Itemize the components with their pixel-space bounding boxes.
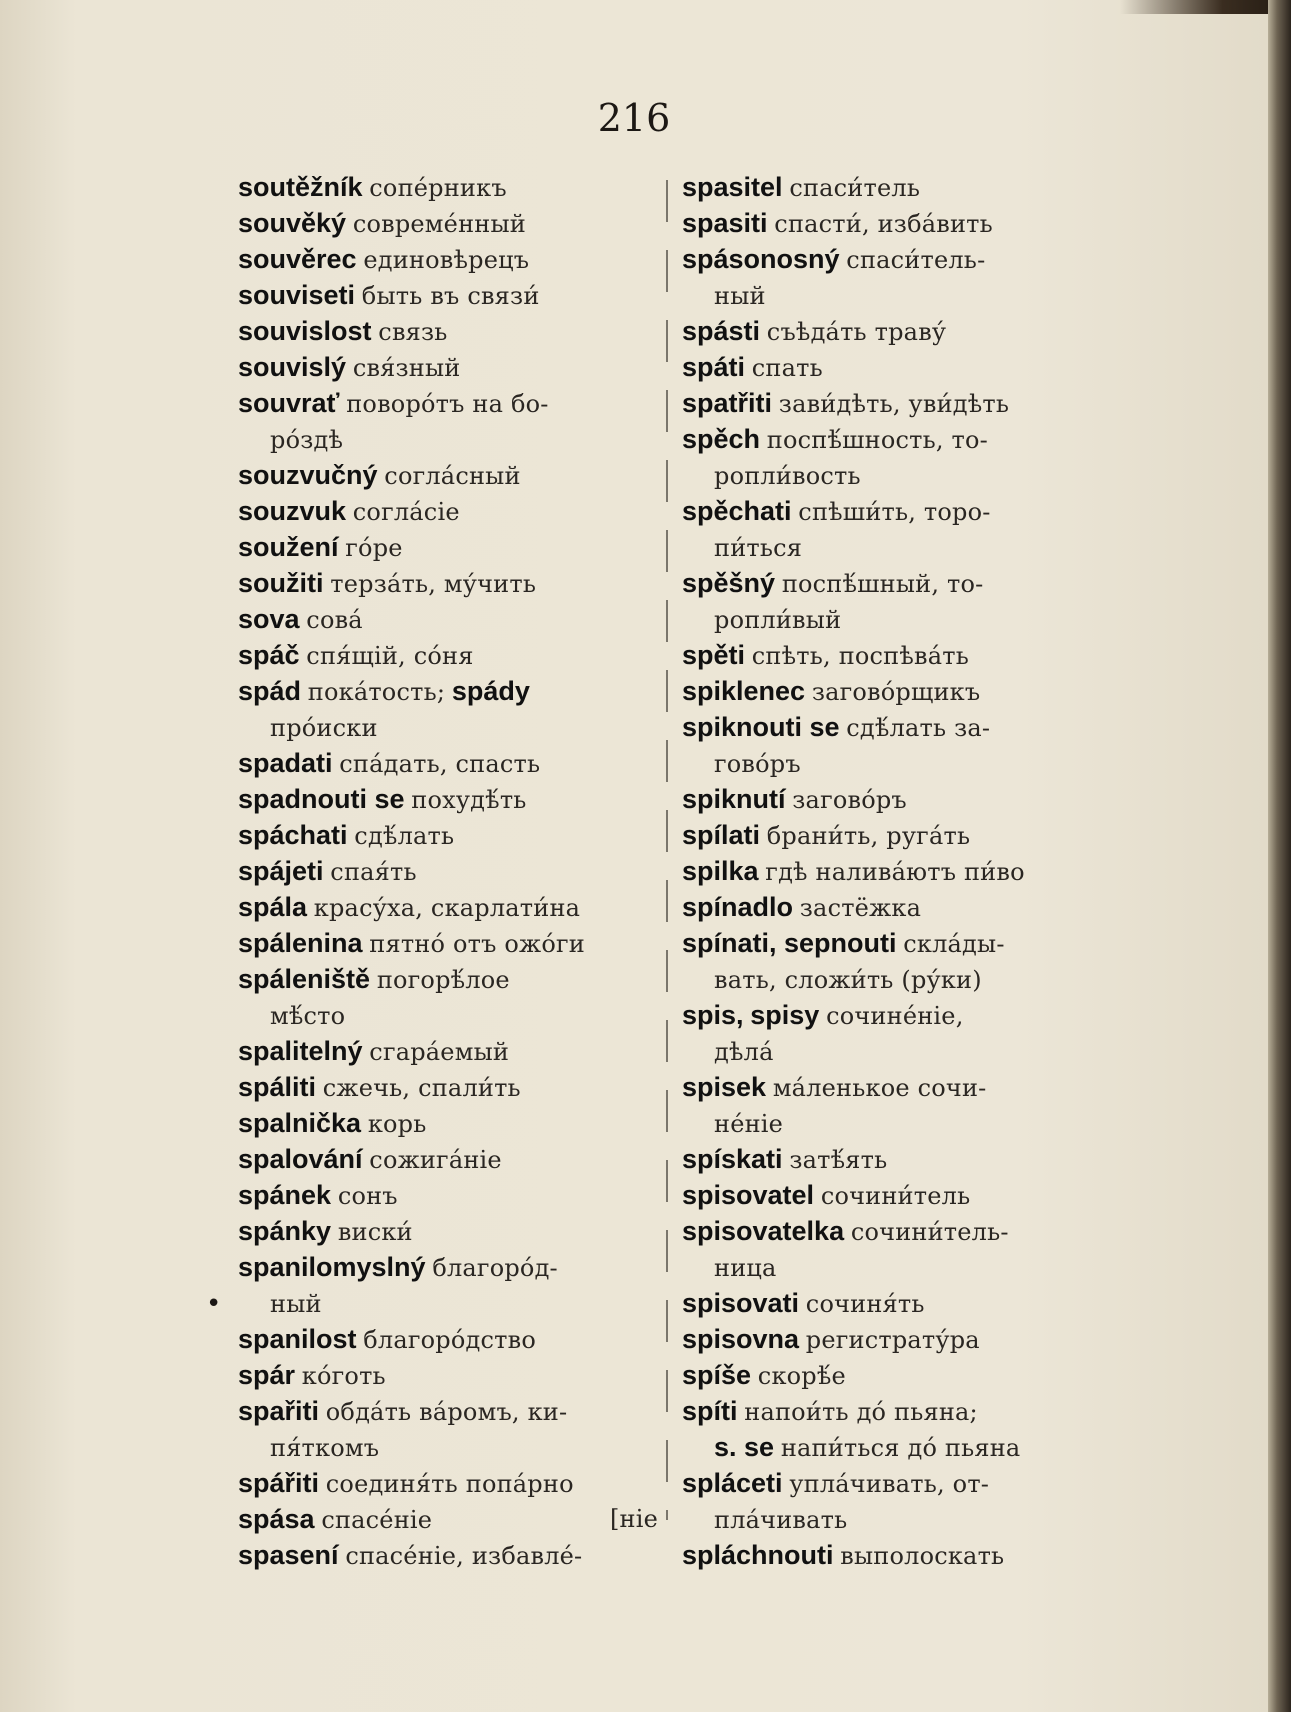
headword: souvislý bbox=[238, 352, 347, 382]
entry-continuation bbox=[682, 1430, 1102, 1466]
headword: spálenina bbox=[238, 928, 363, 958]
translation: сочине́ніе, bbox=[826, 1002, 964, 1030]
translation: погорѣ́лое bbox=[376, 966, 510, 994]
dictionary-entry bbox=[238, 1322, 658, 1358]
headword: spáleniště bbox=[238, 964, 371, 994]
line-tail: [ніе bbox=[609, 1505, 658, 1533]
translation: выполоскать bbox=[840, 1542, 1005, 1570]
dictionary-entry bbox=[682, 710, 1102, 782]
headword: spásti bbox=[682, 316, 761, 346]
headword: spínati, sepnouti bbox=[682, 928, 897, 958]
dictionary-entry bbox=[238, 386, 658, 458]
entry-continuation bbox=[682, 1250, 1102, 1286]
dictionary-entry bbox=[238, 278, 658, 314]
dictionary-entry bbox=[238, 926, 658, 962]
headword: spalování bbox=[238, 1144, 363, 1174]
headword: spis, bbox=[682, 1000, 744, 1030]
translation: затѣ́ять bbox=[789, 1146, 888, 1174]
dictionary-entry bbox=[682, 1358, 1102, 1394]
headword: spasiti bbox=[682, 208, 768, 238]
translation: совреме́нный bbox=[352, 210, 526, 238]
translation: благоро́дство bbox=[363, 1326, 536, 1354]
translation: скла́ды- bbox=[903, 930, 1005, 958]
translation: согла́сный bbox=[384, 462, 521, 490]
headword: spár bbox=[238, 1360, 296, 1390]
translation: единовѣрецъ bbox=[363, 246, 530, 274]
translation-continued: не́ніе bbox=[714, 1110, 784, 1138]
translation: спа́дать, спасть bbox=[339, 750, 541, 778]
headword: souvrať bbox=[238, 388, 340, 418]
sub-headword: s. se bbox=[714, 1432, 775, 1462]
headword: spláchnouti bbox=[682, 1540, 834, 1570]
entry-continuation bbox=[682, 278, 1102, 314]
translation: виски́ bbox=[337, 1218, 413, 1246]
translation: гдѣ налива́ютъ пи́во bbox=[765, 858, 1025, 886]
dictionary-entry bbox=[238, 1466, 658, 1502]
headword: spěti bbox=[682, 640, 746, 670]
headword: spása bbox=[238, 1504, 315, 1534]
dictionary-entry bbox=[238, 962, 658, 1034]
headword: soužiti bbox=[238, 568, 324, 598]
translation: сдѣ́лать за- bbox=[846, 714, 991, 742]
dictionary-entry bbox=[682, 314, 1102, 350]
dictionary-entry bbox=[238, 350, 658, 386]
dictionary-entry bbox=[682, 638, 1102, 674]
translation-continued: ропли́вый bbox=[714, 606, 842, 634]
headword: spílati bbox=[682, 820, 761, 850]
translation-continued: мѣ́сто bbox=[270, 1002, 346, 1030]
dictionary-entry bbox=[682, 206, 1102, 242]
headword: spíše bbox=[682, 1360, 752, 1390]
dictionary-entry bbox=[238, 674, 658, 746]
headword: spisek bbox=[682, 1072, 767, 1102]
headword: spěšný bbox=[682, 568, 776, 598]
translation: сочини́тель- bbox=[850, 1218, 1009, 1246]
headword: spanilomyslný bbox=[238, 1252, 426, 1282]
headword: spáchati bbox=[238, 820, 348, 850]
page-number: 216 bbox=[597, 96, 671, 140]
dictionary-entry bbox=[238, 1394, 658, 1466]
headword-variant: spády bbox=[451, 676, 530, 706]
headword: spatřiti bbox=[682, 388, 773, 418]
headword: spíti bbox=[682, 1396, 738, 1426]
translation: быть въ связи́ bbox=[361, 282, 540, 310]
headword: spád bbox=[238, 676, 302, 706]
dictionary-entry bbox=[682, 1466, 1102, 1538]
dictionary-entry bbox=[238, 1358, 658, 1394]
headword: spářiti bbox=[238, 1468, 320, 1498]
translation: спаси́тель bbox=[789, 174, 921, 202]
translation: пятно́ отъ ожо́ги bbox=[369, 930, 585, 958]
headword: souzvučný bbox=[238, 460, 378, 490]
headword: spadati bbox=[238, 748, 333, 778]
dictionary-entry bbox=[682, 1142, 1102, 1178]
dictionary-entry bbox=[238, 746, 658, 782]
translation: сгара́емый bbox=[369, 1038, 510, 1066]
headword: spáti bbox=[682, 352, 746, 382]
dictionary-entry bbox=[682, 422, 1102, 494]
entry-continuation bbox=[682, 746, 1102, 782]
headword: spalitelný bbox=[238, 1036, 363, 1066]
entry-continuation bbox=[238, 998, 658, 1034]
dictionary-entry bbox=[682, 782, 1102, 818]
dictionary-entry bbox=[238, 890, 658, 926]
translation: спасе́ніе, избавле́- bbox=[345, 1542, 583, 1570]
entry-continuation bbox=[238, 422, 658, 458]
translation: сочини́тель bbox=[820, 1182, 971, 1210]
dictionary-entry bbox=[682, 1538, 1102, 1574]
translation: терза́ть, му́чить bbox=[330, 570, 537, 598]
dictionary-entry bbox=[238, 638, 658, 674]
headword: souvěký bbox=[238, 208, 347, 238]
translation: загово́ръ bbox=[792, 786, 907, 814]
dictionary-entry bbox=[238, 530, 658, 566]
translation-continued: напи́ться до́ пьяна bbox=[780, 1434, 1021, 1462]
translation: спѣть, поспѣва́ть bbox=[751, 642, 970, 670]
column-divider bbox=[666, 180, 668, 1520]
book-spine-edge bbox=[1268, 0, 1291, 1712]
dictionary-entry bbox=[238, 494, 658, 530]
headword: soužení bbox=[238, 532, 339, 562]
entry-continuation bbox=[682, 1106, 1102, 1142]
dictionary-entry bbox=[238, 818, 658, 854]
headword: spisovatelka bbox=[682, 1216, 845, 1246]
headword: spisovati bbox=[682, 1288, 800, 1318]
translation-continued: ро́здѣ bbox=[270, 426, 344, 454]
headword: spasitel bbox=[682, 172, 783, 202]
translation: съѣда́ть траву́ bbox=[766, 318, 947, 346]
headword: souzvuk bbox=[238, 496, 347, 526]
translation-continued: про́иски bbox=[270, 714, 378, 742]
translation: ма́ленькое сочи- bbox=[772, 1074, 987, 1102]
entry-continuation bbox=[682, 602, 1102, 638]
headword: spáliti bbox=[238, 1072, 317, 1102]
translation: спѣши́ть, торо- bbox=[798, 498, 991, 526]
translation: благоро́д- bbox=[432, 1254, 558, 1282]
dictionary-entry bbox=[682, 674, 1102, 710]
headword: spánky bbox=[238, 1216, 332, 1246]
translation: корь bbox=[367, 1110, 427, 1138]
dictionary-entry bbox=[682, 386, 1102, 422]
dictionary-entry bbox=[682, 890, 1102, 926]
dictionary-entry bbox=[682, 854, 1102, 890]
translation: сочиня́ть bbox=[805, 1290, 925, 1318]
dictionary-entry bbox=[238, 458, 658, 494]
dictionary-entry bbox=[682, 998, 1102, 1070]
translation: соединя́ть попа́рно bbox=[325, 1470, 574, 1498]
dictionary-entry bbox=[238, 1538, 658, 1574]
translation-continued: пя́ткомъ bbox=[270, 1434, 380, 1462]
left-column bbox=[238, 170, 658, 1574]
dictionary-entry bbox=[682, 1322, 1102, 1358]
entry-continuation bbox=[682, 962, 1102, 998]
margin-bullet-mark: • bbox=[206, 1289, 222, 1319]
translation: пока́тость; bbox=[307, 678, 446, 706]
translation: спая́ть bbox=[330, 858, 417, 886]
headword: spála bbox=[238, 892, 308, 922]
headword: souvislost bbox=[238, 316, 372, 346]
headword: souvěrec bbox=[238, 244, 357, 274]
right-column bbox=[682, 170, 1102, 1574]
headword-variant: spisy bbox=[750, 1000, 820, 1030]
translation: го́ре bbox=[345, 534, 403, 562]
dictionary-entry bbox=[238, 854, 658, 890]
translation: свя́зный bbox=[352, 354, 461, 382]
translation: напои́ть до́ пьяна; bbox=[744, 1398, 978, 1426]
translation: брани́ть, руга́ть bbox=[766, 822, 971, 850]
dictionary-entry bbox=[238, 1502, 658, 1538]
headword: spiknouti se bbox=[682, 712, 840, 742]
translation: поспѣ́шный, то- bbox=[781, 570, 984, 598]
translation-continued: ный bbox=[270, 1290, 322, 1318]
dictionary-entry bbox=[238, 242, 658, 278]
headword: spánek bbox=[238, 1180, 332, 1210]
translation: ко́готь bbox=[301, 1362, 386, 1390]
headword: spařiti bbox=[238, 1396, 320, 1426]
translation: поспѣ́шность, то- bbox=[766, 426, 988, 454]
translation: застёжка bbox=[799, 894, 922, 922]
dictionary-entry bbox=[238, 1214, 658, 1250]
dictionary-entry bbox=[682, 566, 1102, 638]
dictionary-entry bbox=[238, 782, 658, 818]
entry-continuation bbox=[682, 530, 1102, 566]
dictionary-entry bbox=[682, 1214, 1102, 1286]
translation: загово́рщикъ bbox=[811, 678, 981, 706]
translation: связь bbox=[378, 318, 448, 346]
translation-continued: гово́ръ bbox=[714, 750, 801, 778]
translation: согла́сіе bbox=[352, 498, 460, 526]
headword: spájeti bbox=[238, 856, 324, 886]
translation: сжечь, спали́ть bbox=[322, 1074, 521, 1102]
dictionary-entry bbox=[238, 1106, 658, 1142]
translation-continued: вать, сложи́ть (ру́ки) bbox=[714, 966, 982, 994]
translation: спаси́тель- bbox=[846, 246, 986, 274]
dictionary-entry bbox=[682, 1178, 1102, 1214]
headword: spěchati bbox=[682, 496, 792, 526]
headword: spisovatel bbox=[682, 1180, 815, 1210]
translation: красу́ха, скарлати́на bbox=[313, 894, 581, 922]
headword: spínadlo bbox=[682, 892, 794, 922]
headword: spalnička bbox=[238, 1108, 362, 1138]
dictionary-entry bbox=[238, 206, 658, 242]
dictionary-entry bbox=[238, 170, 658, 206]
headword: spanilost bbox=[238, 1324, 357, 1354]
headword: spáč bbox=[238, 640, 300, 670]
entry-continuation bbox=[682, 1502, 1102, 1538]
translation: спать bbox=[751, 354, 823, 382]
translation: регистрату́ра bbox=[805, 1326, 980, 1354]
translation-continued: ропли́вость bbox=[714, 462, 861, 490]
translation: обда́ть ва́ромъ, ки- bbox=[325, 1398, 568, 1426]
entry-continuation bbox=[238, 710, 658, 746]
dictionary-entry bbox=[682, 1394, 1102, 1466]
translation: спасе́ніе bbox=[321, 1506, 433, 1534]
headword: spláceti bbox=[682, 1468, 783, 1498]
dictionary-entry bbox=[238, 1034, 658, 1070]
headword: spilka bbox=[682, 856, 759, 886]
translation-continued: ница bbox=[714, 1254, 777, 1282]
entry-continuation bbox=[682, 458, 1102, 494]
translation: зави́дѣть, уви́дѣть bbox=[778, 390, 1010, 418]
translation-continued: дѣла́ bbox=[714, 1038, 774, 1066]
translation: спя́щій, со́ня bbox=[306, 642, 474, 670]
translation: похудѣ́ть bbox=[411, 786, 527, 814]
headword: spiklenec bbox=[682, 676, 806, 706]
page-top-shadow bbox=[1120, 0, 1291, 14]
headword: spadnouti se bbox=[238, 784, 405, 814]
headword: spiknutí bbox=[682, 784, 786, 814]
entry-continuation bbox=[238, 1286, 658, 1322]
translation-continued: пи́ться bbox=[714, 534, 803, 562]
headword: soutěžník bbox=[238, 172, 363, 202]
entry-continuation bbox=[238, 1430, 658, 1466]
headword: spásonosný bbox=[682, 244, 840, 274]
dictionary-entry bbox=[682, 1286, 1102, 1322]
translation: сдѣ́лать bbox=[354, 822, 455, 850]
dictionary-entry bbox=[682, 494, 1102, 566]
headword: sova bbox=[238, 604, 300, 634]
dictionary-entry bbox=[238, 566, 658, 602]
dictionary-entry bbox=[238, 1250, 658, 1322]
dictionary-entry bbox=[238, 602, 658, 638]
headword: souviseti bbox=[238, 280, 356, 310]
dictionary-entry bbox=[238, 1070, 658, 1106]
dictionary-entry bbox=[682, 818, 1102, 854]
entry-continuation bbox=[682, 1034, 1102, 1070]
headword: spisovna bbox=[682, 1324, 800, 1354]
translation: спасти́, изба́вить bbox=[774, 210, 993, 238]
translation: упла́чивать, от- bbox=[789, 1470, 990, 1498]
dictionary-entry bbox=[682, 1070, 1102, 1142]
dictionary-entry bbox=[682, 350, 1102, 386]
translation: сопе́рникъ bbox=[369, 174, 507, 202]
translation-continued: пла́чивать bbox=[714, 1506, 848, 1534]
dictionary-entry bbox=[238, 314, 658, 350]
dictionary-entry bbox=[682, 170, 1102, 206]
headword: spasení bbox=[238, 1540, 339, 1570]
translation: сонъ bbox=[337, 1182, 398, 1210]
translation: скорѣ́е bbox=[757, 1362, 846, 1390]
translation: сожига́ніе bbox=[369, 1146, 502, 1174]
translation: сова́ bbox=[306, 606, 363, 634]
dictionary-entry bbox=[682, 926, 1102, 998]
headword: spěch bbox=[682, 424, 761, 454]
translation-continued: ный bbox=[714, 282, 766, 310]
dictionary-entry bbox=[238, 1142, 658, 1178]
dictionary-entry bbox=[682, 242, 1102, 314]
headword: spískati bbox=[682, 1144, 783, 1174]
translation: поворо́тъ на бо- bbox=[346, 390, 549, 418]
dictionary-entry bbox=[238, 1178, 658, 1214]
